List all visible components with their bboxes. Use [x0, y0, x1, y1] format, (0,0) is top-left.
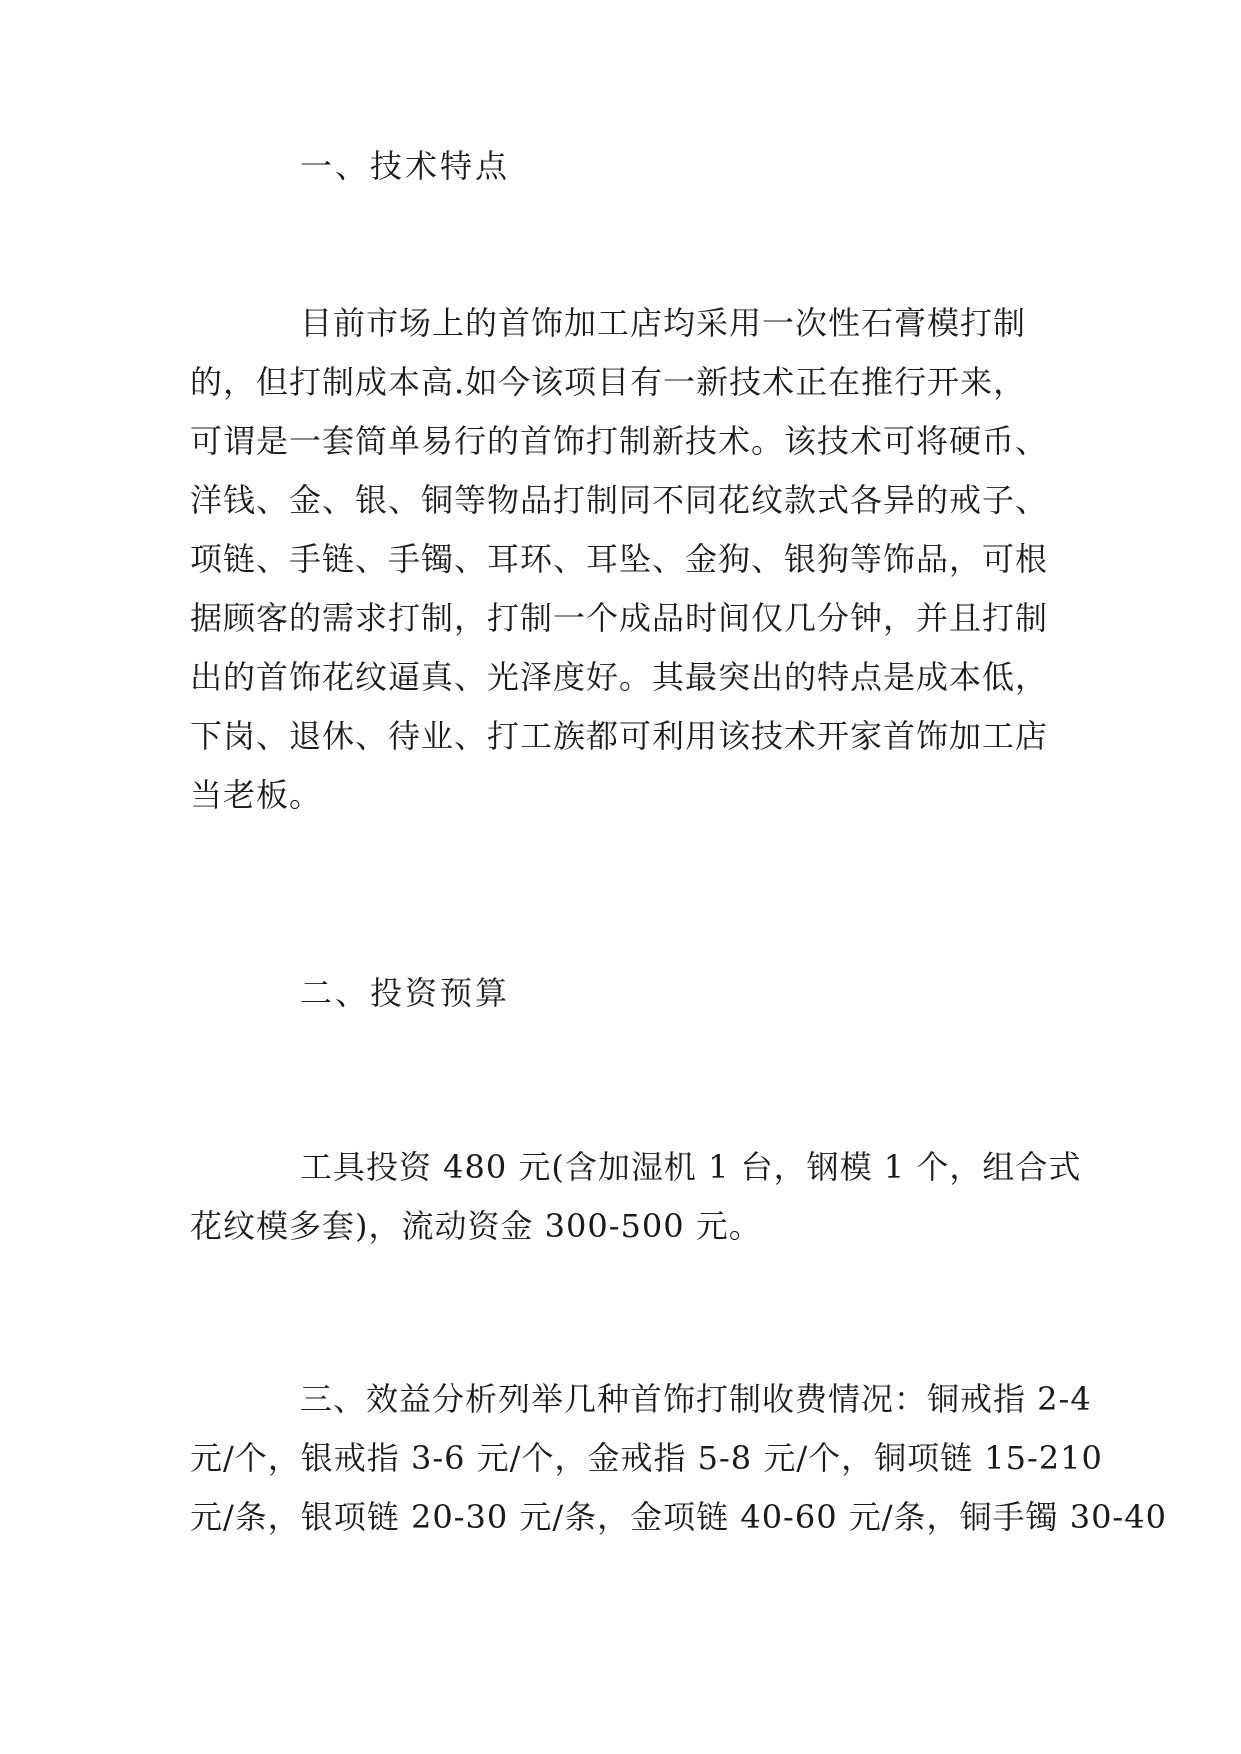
section-heading-investment-budget	[190, 964, 1050, 1023]
paragraph-line: 据顾客的需求打制，打制一个成品时间仅几分钟，并且打制	[190, 599, 1049, 637]
paragraph-benefit-analysis	[190, 1370, 1167, 1547]
paragraph-line: 可谓是一套简单易行的首饰打制新技术。该技术可将硬币、	[190, 422, 1049, 460]
heading-text: 一、技术特点	[300, 147, 511, 185]
paragraph-line: 下岗、退休、待业、打工族都可利用该技术开家首饰加工店	[190, 717, 1049, 755]
section-heading-technical-features	[190, 137, 1050, 196]
paragraph-technical-features	[190, 294, 1050, 825]
paragraph-line: 工具投资 480 元(含加湿机 1 台，钢模 1 个，组合式	[300, 1148, 1082, 1186]
paragraph-line: 洋钱、金、银、铜等物品打制同不同花纹款式各异的戒子、	[190, 481, 1049, 519]
paragraph-line: 的，但打制成本高.如今该项目有一新技术正在推行开来，	[190, 363, 1027, 401]
paragraph-line: 出的首饰花纹逼真、光泽度好。其最突出的特点是成本低，	[190, 658, 1049, 696]
paragraph-investment-budget	[190, 1138, 1082, 1256]
paragraph-line: 元/条，银项链 20-30 元/条，金项链 40-60 元/条，铜手镯 30-40	[190, 1498, 1167, 1536]
paragraph-line: 当老板。	[190, 776, 323, 814]
paragraph-line: 项链、手链、手镯、耳环、耳坠、金狗、银狗等饰品，可根	[190, 540, 1049, 578]
paragraph-line: 元/个，银戒指 3-6 元/个，金戒指 5-8 元/个，铜项链 15-210	[190, 1439, 1103, 1477]
paragraph-line: 三、效益分析列举几种首饰打制收费情况：铜戒指 2-4	[300, 1380, 1092, 1418]
heading-text: 二、投资预算	[300, 974, 511, 1012]
paragraph-line: 花纹模多套)，流动资金 300-500 元。	[190, 1207, 762, 1245]
paragraph-line: 目前市场上的首饰加工店均采用一次性石膏模打制	[300, 304, 1027, 342]
